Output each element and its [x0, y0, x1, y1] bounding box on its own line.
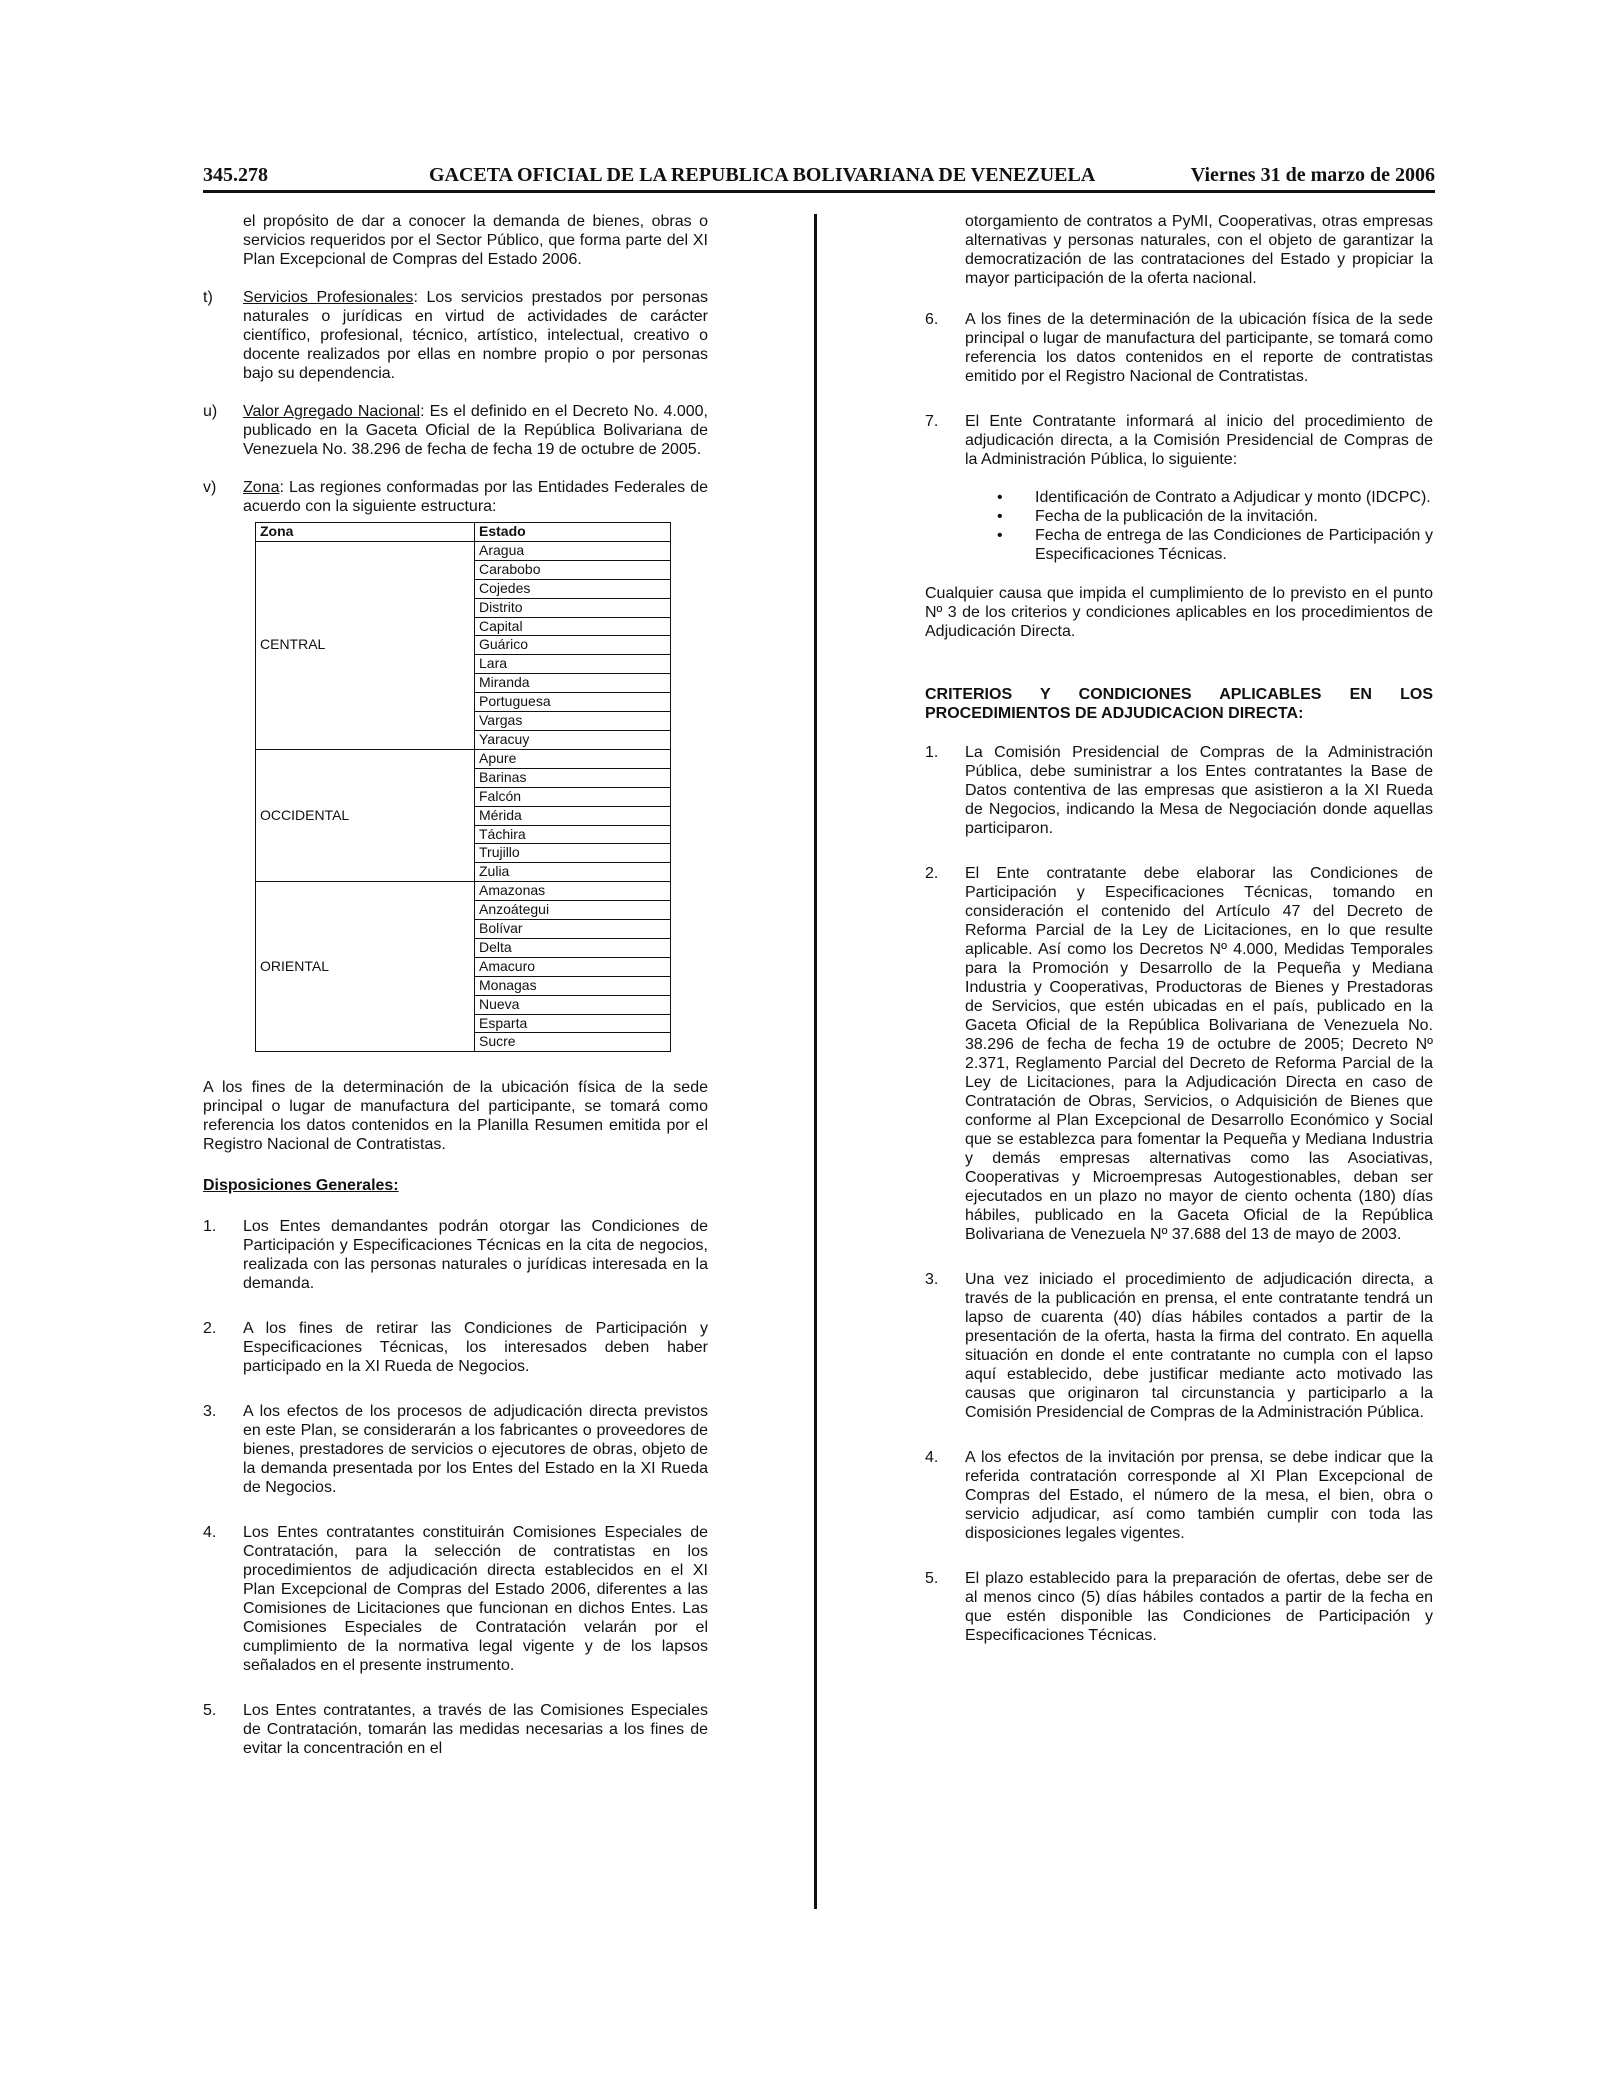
- zone-cell: OCCIDENTAL: [256, 749, 475, 881]
- page-header: [203, 160, 1435, 190]
- item-number: 4.: [925, 1449, 939, 1466]
- state-cell: Cojedes: [475, 579, 671, 598]
- item-text: A los fines de retirar las Condiciones de Participación y Especificaciones Técnicas, los interesados deben haber participado en la XI Rueda de Negocios.: [243, 1320, 708, 1376]
- table-header-row: [256, 523, 671, 542]
- state-cell: Delta: [475, 938, 671, 957]
- state-cell: Amazonas: [475, 882, 671, 901]
- item-number: 5.: [203, 1702, 217, 1720]
- item-text: A los fines de la determinación de la ubicación física de la sede principal o lugar de manufactura del participante, se tomará como referencia los datos contenidos en el reporte de contratistas emitido por el Registro Nacional de Contratistas.: [965, 311, 1433, 385]
- definition-term: Zona: [243, 479, 280, 496]
- definition-t: [203, 288, 708, 383]
- item-number: 1.: [203, 1218, 217, 1236]
- list-item: [203, 1701, 708, 1758]
- item-number: 3.: [203, 1403, 217, 1421]
- item-text: Los Entes contratantes, a través de las Comisiones Especiales de Contratación, tomarán las medidas necesarias a los fines de evitar la concentración en el: [243, 1702, 708, 1758]
- state-cell: Amacuro: [475, 957, 671, 976]
- bullet-text: Fecha de entrega de las Condiciones de Participación y Especificaciones Técnicas.: [1035, 527, 1433, 563]
- right-column: [925, 212, 1433, 1645]
- page-number: 345.278: [203, 164, 268, 186]
- state-cell: Mérida: [475, 806, 671, 825]
- gazette-title: GACETA OFICIAL DE LA REPUBLICA BOLIVARIANA DE VENEZUELA: [429, 164, 1096, 186]
- item-text: El plazo establecido para la preparación de ofertas, debe ser de al menos cinco (5) días hábiles contados a partir de la fecha en que estén disponible las Condiciones de Participación y Especificaciones Técnicas.: [965, 1570, 1433, 1644]
- table-row: [256, 541, 671, 560]
- list-item: [925, 1448, 1433, 1543]
- location-paragraph: A los fines de la determinación de la ubicación física de la sede principal o lugar de manufactura del participante, se tomará como referencia los datos contenidos en la Planilla Resumen emitida por el Registro Nacional de Contratistas.: [203, 1079, 708, 1154]
- definition-term: Servicios Profesionales: [243, 289, 414, 306]
- definition-text: : Las regiones conformadas por las Entidades Federales de acuerdo con la siguiente estructura:: [243, 479, 708, 515]
- definition-text: : Los servicios prestados por personas naturales o jurídicas en virtud de actividades de carácter científico, profesional, técnico, artístico, intelectual, creativo o docente realizados por ellas en nombre propio o por personas bajo su dependencia.: [243, 289, 709, 382]
- bullet-item: [965, 526, 1433, 564]
- table-row: [256, 882, 671, 901]
- state-cell: Aragua: [475, 541, 671, 560]
- state-cell: Vargas: [475, 712, 671, 731]
- state-cell: Esparta: [475, 1014, 671, 1033]
- state-cell: Yaracuy: [475, 730, 671, 749]
- left-column: [203, 212, 708, 1758]
- column-divider: [814, 214, 817, 1909]
- bullet-icon: •: [997, 527, 1003, 544]
- state-cell: Carabobo: [475, 560, 671, 579]
- zone-cell: CENTRAL: [256, 541, 475, 749]
- state-cell: Anzoátegui: [475, 901, 671, 920]
- item-text: Una vez iniciado el procedimiento de adjudicación directa, a través de la publicación en prensa, el ente contratante tendrá un lapso de cuarenta (40) días hábiles contados a partir de la presentación de la oferta, hasta la firma del contrato. En aquella situación en donde el ente contratante no cumpla con el lapso aquí establecido, debe justificar mediante acto motivado las causas que originaron tal circunstancia y participarlo a la Comisión Presidencial de Compras de la Administración Pública.: [965, 1271, 1433, 1421]
- list-item: [203, 1217, 708, 1293]
- table-row: [256, 749, 671, 768]
- definition-text: : Es el definido en el Decreto No. 4.000, publicado en la Gaceta Oficial de la República Bolivariana de Venezuela No. 38.296 de fecha de fecha 19 de octubre de 2005.: [243, 403, 708, 458]
- bullet-item: [965, 507, 1433, 526]
- zone-table: [255, 522, 671, 1052]
- state-cell: Apure: [475, 749, 671, 768]
- bullet-text: Identificación de Contrato a Adjudicar y monto (IDCPC).: [1035, 489, 1431, 506]
- column-header: Estado: [475, 523, 671, 542]
- state-cell: Capital: [475, 617, 671, 636]
- state-cell: Nueva: [475, 995, 671, 1014]
- item-text: El Ente contratante debe elaborar las Condiciones de Participación y Especificaciones Técnicas, tomando en consideración el contenido del Artículo 47 del Decreto de Reforma Parcial de la Ley de Licitaciones, en lo que resulte aplicable. Así como los Decretos Nº 4.000, Medidas Temporales para la Promoción y Desarrollo de la Pequeña y Mediana Industria y Cooperativas, Productoras de Bienes y Prestadoras de Servicios, que estén ubicadas en el país, publicado en la Gaceta Oficial de la República Bolivariana de Venezuela No. 38.296 de fecha de fecha 19 de octubre de 2005; Decreto Nº 2.371, Reglamento Parcial del Decreto de Reforma Parcial de la Ley de Licitaciones, para la Adjudicación Directa en caso de Contratación de Obras, Servicios, o Adquisición de Bienes que conforme al Plan Excepcional de Desarrollo Económico y Social que se establezca para fomentar la Pequeña y Mediana Industria y demás empresas alternativas como las Asociativas, Cooperativas y Microempresas Autogestionables, deban ser ejecutados en un plazo no mayor de ciento ochenta (180) días hábiles, publicado en la Gaceta Oficial de la República Bolivariana de Venezuela Nº 37.688 del 13 de mayo de 2003.: [965, 865, 1433, 1243]
- item-number: 4.: [203, 1524, 217, 1542]
- definition-term: Valor Agregado Nacional: [243, 403, 421, 420]
- definition-u: [203, 402, 708, 459]
- list-item: [925, 310, 1433, 386]
- bullet-list: [925, 488, 1433, 564]
- item-number: 2.: [203, 1320, 217, 1338]
- criteria-title: CRITERIOS Y CONDICIONES APLICABLES EN LOS PROCEDIMIENTOS DE ADJUDICACION DIRECTA:: [925, 686, 1433, 722]
- definition-marker: t): [203, 289, 213, 306]
- item-number: 5.: [925, 1570, 939, 1587]
- list-item: [925, 412, 1433, 469]
- item-text: Los Entes demandantes podrán otorgar las Condiciones de Participación y Especificaciones Técnicas en la cita de negocios, realizada con las personas naturales o jurídicas interesada en la demanda.: [243, 1218, 708, 1293]
- bullet-icon: •: [997, 508, 1003, 525]
- state-cell: Bolívar: [475, 920, 671, 939]
- item-text: A los efectos de la invitación por prensa, se debe indicar que la referida contratación corresponde al XI Plan Excepcional de Compras del Estado, el número de la mesa, el bien, obra o servicio adjudicar, así como también cumplir con toda las disposiciones legales vigentes.: [965, 1449, 1433, 1542]
- item-text: Los Entes contratantes constituirán Comisiones Especiales de Contratación, para la selección de contratistas en los procedimientos de adjudicación directa establecidos en el XI Plan Excepcional de Compras del Estado 2006, diferentes a las Comisiones de Licitaciones que funcionan en dichos Entes. Las Comisiones Especiales de Contratación velarán por el cumplimiento de la normativa legal vigente y de los lapsos señalados en el presente instrumento.: [243, 1524, 708, 1675]
- definition-marker: u): [203, 403, 218, 420]
- continuation-paragraph: otorgamiento de contratos a PyMI, Cooperativas, otras empresas alternativas y personas naturales, con el objeto de garantizar la democratización de las contrataciones del Estado y propiciar la mayor participación de la oferta nacional.: [965, 213, 1433, 287]
- state-cell: Barinas: [475, 768, 671, 787]
- column-header: Zona: [256, 523, 475, 542]
- state-cell: Táchira: [475, 825, 671, 844]
- item-text: El Ente Contratante informará al inicio del procedimiento de adjudicación directa, a la Comisión Presidencial de Compras de la Administración Pública, lo siguiente:: [965, 413, 1433, 468]
- bullet-icon: •: [997, 489, 1003, 506]
- list-item: [925, 1270, 1433, 1422]
- item-text: A los efectos de los procesos de adjudicación directa previstos en este Plan, se considerarán a los fabricantes o proveedores de bienes, prestadores de servicios o ejecutores de obras, objeto de la demanda presentada por los Entes del Estado en la XI Rueda de Negocios.: [243, 1403, 708, 1497]
- intro-paragraph: el propósito de dar a conocer la demanda de bienes, obras o servicios requeridos por el Sector Público, que forma parte del XI Plan Excepcional de Compras del Estado 2006.: [243, 213, 708, 268]
- state-cell: Lara: [475, 655, 671, 674]
- state-cell: Miranda: [475, 674, 671, 693]
- list-item: [203, 1402, 708, 1497]
- item-number: 2.: [925, 865, 939, 882]
- item-number: 6.: [925, 311, 939, 328]
- state-cell: Zulia: [475, 863, 671, 882]
- state-cell: Trujillo: [475, 844, 671, 863]
- item-text: La Comisión Presidencial de Compras de la Administración Pública, debe suministrar a los Entes contratantes la Base de Datos contentiva de las empresas que asistieron a la XI Rueda de Negocios, indicando la Mesa de Negociación donde aquellas participaron.: [965, 744, 1433, 837]
- header-rule: [203, 190, 1435, 193]
- state-cell: Sucre: [475, 1033, 671, 1052]
- definition-marker: v): [203, 479, 217, 496]
- state-cell: Distrito: [475, 598, 671, 617]
- zone-cell: ORIENTAL: [256, 882, 475, 1052]
- list-item: [203, 1319, 708, 1376]
- item-number: 3.: [925, 1271, 939, 1288]
- state-cell: Falcón: [475, 787, 671, 806]
- state-cell: Portuguesa: [475, 693, 671, 712]
- bullet-item: [965, 488, 1433, 507]
- list-item: [925, 1569, 1433, 1645]
- issue-date: Viernes 31 de marzo de 2006: [1190, 164, 1435, 186]
- bullet-text: Fecha de la publicación de la invitación.: [1035, 508, 1318, 525]
- item-number: 7.: [925, 413, 939, 430]
- list-item: [925, 743, 1433, 838]
- note-paragraph: Cualquier causa que impida el cumplimiento de lo previsto en el punto Nº 3 de los criterios y condiciones aplicables en los procedimientos de Adjudicación Directa.: [925, 585, 1433, 640]
- item-number: 1.: [925, 744, 939, 761]
- section-title: Disposiciones Generales:: [203, 1177, 399, 1195]
- definition-v: [203, 478, 708, 516]
- list-item: [925, 864, 1433, 1244]
- state-cell: Guárico: [475, 636, 671, 655]
- list-item: [203, 1523, 708, 1675]
- state-cell: Monagas: [475, 976, 671, 995]
